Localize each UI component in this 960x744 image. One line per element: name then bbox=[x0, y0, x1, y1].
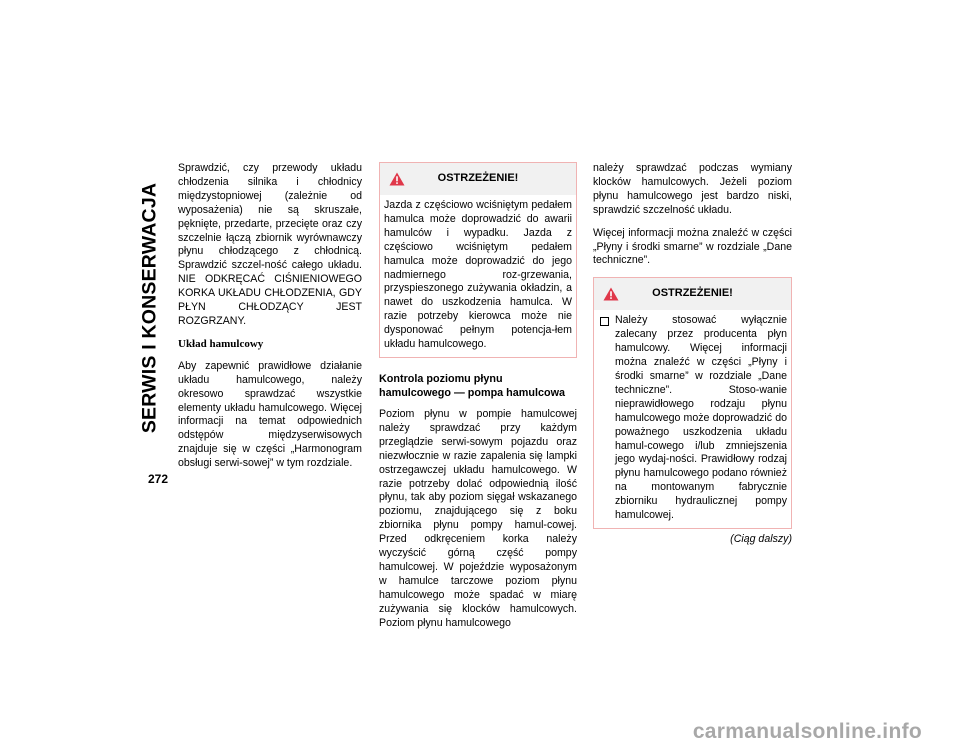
warning-bullet-text: Należy stosować wyłącznie zalecany przez producenta płyn hamulcowy. Więcej informacji można znaleźć w części „Płyny i środki smarne” w rozdziale „Dane techniczne”. Stoso-wanie nieprawidłowego rodzaju płynu hamulcowego może doprowadzić do poważnego uszkodzenia układu hamul-cowego i/lub zmniejszenia jego wydaj-ności. Prawidłowy rodzaj płynu hamulcowego podano również na montowanym fabrycznie zbiorniku hydraulicznej pompy hamulcowej. bbox=[615, 314, 787, 522]
warning-text: Jazda z częściowo wciśniętym pedałem hamulca może doprowadzić do awarii hamulców i wypadku. Jazda z częściowo wciśniętym pedałem hamulca może doprowadzić do jego nadmiernego roz-grzewania, przyspieszonego zużywania okładzin, a nawet do uszkodzenia hamulca. W razie potrzeby kierowca może nie dysponować pełnym potencja-łem układu hamulcowego. bbox=[384, 199, 572, 351]
column-left bbox=[178, 162, 362, 480]
warning-box bbox=[379, 162, 577, 358]
warning-body bbox=[380, 195, 576, 357]
warning-body-2 bbox=[594, 310, 791, 528]
brake-fluid-paragraph: Poziom płynu w pompie hamulcowej należy sprawdzać przy każdym przeglądzie serwi-sowym pojazdu oraz niezwłocznie w razie zapalenia się lampki ostrzegawczej układu hamulcowego. W razie potrzeby dolać odpowiednią ilość płynu, tak aby poziom sięgał wskazanego poziomu, znajdującego się z boku zbiornika płynu pompy hamul-cowej. Przed odkręceniem korka należy wyczyścić górną część pompy hamulcowej. W pojeździe wyposażonym w hamulce tarczowe poziom płynu hamulcowego może spadać w miarę zużywania się klocków hamulcowych. Poziom płynu hamulcowego bbox=[379, 407, 577, 629]
section-title-text: SERWIS I KONSERWACJA bbox=[138, 182, 161, 434]
column-right bbox=[593, 162, 792, 547]
more-info-paragraph: Więcej informacji można znaleźć w części „Płyny i środki smarne” w rozdziale „Dane techniczne”. bbox=[593, 226, 792, 267]
checkbox-bullet-icon bbox=[600, 317, 609, 326]
section-title bbox=[137, 168, 163, 448]
warning-header bbox=[380, 163, 576, 195]
warning-title-2: OSTRZEŻENIE! bbox=[652, 287, 733, 300]
brake-fluid-heading: Kontrola poziomu płynu hamulcowego — pompa hamulcowa bbox=[379, 372, 565, 399]
warning-box-2 bbox=[593, 277, 792, 529]
watermark: carmanualsonline.info bbox=[692, 720, 922, 743]
brake-system-heading: Układ hamulcowy bbox=[178, 337, 264, 350]
continued-label: (Ciąg dalszy) bbox=[730, 532, 792, 545]
warning-bullet bbox=[598, 314, 787, 523]
warning-title: OSTRZEŻENIE! bbox=[437, 172, 519, 184]
warning-header-2 bbox=[594, 278, 791, 310]
column-middle bbox=[379, 162, 577, 639]
coolant-hoses-paragraph: Sprawdzić, czy przewody układu chłodzenia silnika i chłodnicy międzystopniowej (zależnie od wyposażenia) nie są skruszałe, pęknięte, przedarte, przecięte oraz czy szczelnie łączą zbiornik wyrównawczy płynu chłodzącego z chłodnicą. Sprawdzić szczel-ność całego układu. NIE ODKRĘCAĆ CIŚNIENIOWEGO KORKA UKŁADU CHŁODZENIA, GDY PŁYN CHŁODZĄCY JEST ROZGRZANY. bbox=[178, 162, 362, 327]
brake-system-paragraph: Aby zapewnić prawidłowe działanie układu hamulcowego, należy okresowo sprawdzać wszystkie elementy układu hamulcowego. Więcej informacji na temat odpowiednich odstępów międzyserwisowych znajduje się w części „Harmonogram obsługi serwi-sowej” w tym rozdziale. bbox=[178, 359, 362, 470]
page-number: 272 bbox=[148, 472, 169, 486]
brake-pads-paragraph: należy sprawdzać podczas wymiany klocków hamulcowych. Jeżeli poziom płynu hamulcowego jest bardzo niski, sprawdzić szczelność układu. bbox=[593, 162, 792, 216]
